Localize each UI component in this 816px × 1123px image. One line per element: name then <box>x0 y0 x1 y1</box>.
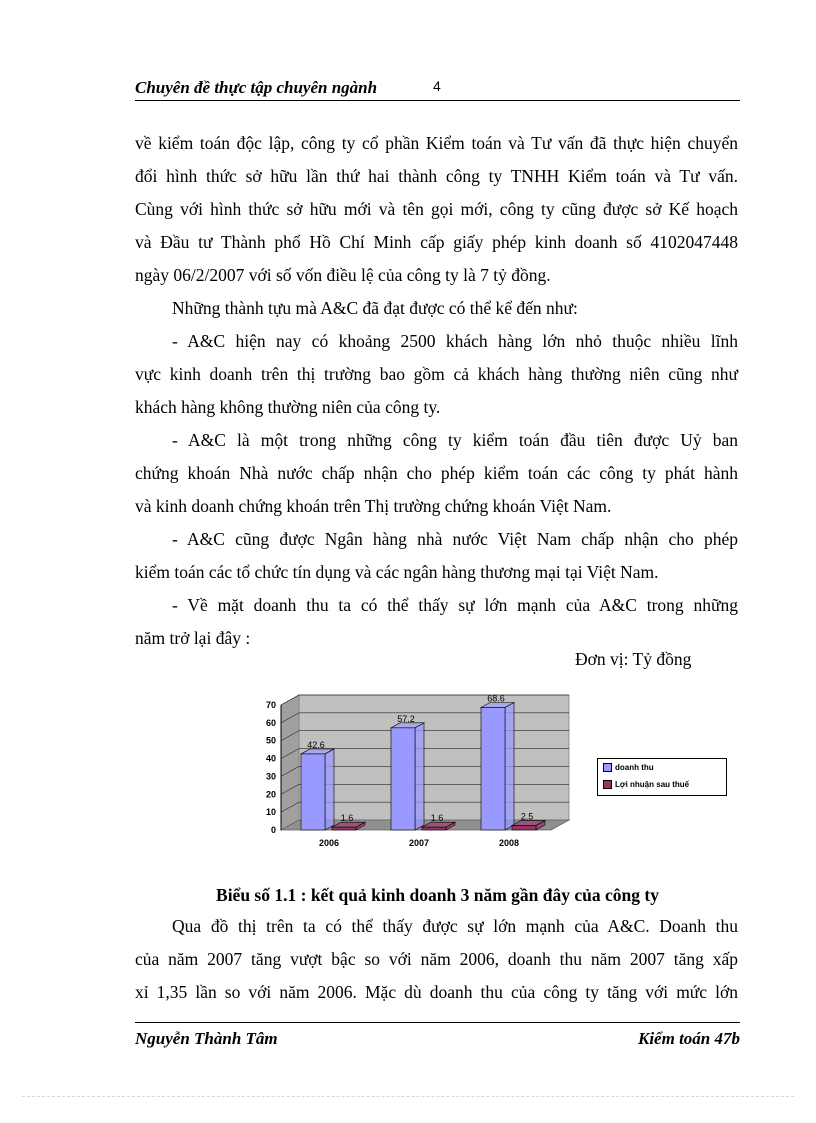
revenue-side <box>505 703 514 831</box>
revenue-bar <box>481 708 505 831</box>
text-line: khách hàng không thường niên của công ty. <box>135 397 441 417</box>
profit-data-label: 1.6 <box>430 813 444 824</box>
profit-bar <box>422 827 446 830</box>
revenue-bar <box>301 754 325 830</box>
y-tick-label: 20 <box>265 789 276 800</box>
revenue-bar <box>391 728 415 830</box>
x-tick-label: 2008 <box>498 838 520 848</box>
profit-data-label: 1.6 <box>340 813 354 824</box>
text-line: - Về mặt doanh thu ta có thể thấy sự lớn mạnh của A&C trong những <box>172 595 738 615</box>
revenue-side <box>415 723 424 830</box>
legend-label: doanh thu <box>615 763 654 772</box>
footer-author: Nguyễn Thành Tâm <box>135 1029 278 1048</box>
text-line: kiểm toán các tổ chức tín dụng và các ngân hàng thương mại tại Việt Nam. <box>135 562 659 582</box>
y-tick-label: 30 <box>265 771 276 782</box>
chart-caption: Biểu số 1.1 : kết quả kinh doanh 3 năm gần đây của công ty <box>216 885 659 905</box>
revenue-side <box>325 749 334 830</box>
text-line: vực kinh doanh trên thị trường bao gồm cả khách hàng thường niên cũng như <box>135 364 738 384</box>
legend-entry <box>603 780 689 790</box>
legend-swatch-revenue <box>603 763 612 772</box>
text-line: Những thành tựu mà A&C đã đạt được có thể kể đến như: <box>172 298 578 318</box>
text-line: năm trở lại đây : <box>135 628 251 648</box>
footer-class: Kiểm toán 47b <box>637 1029 740 1048</box>
chart-side-wall <box>281 695 299 830</box>
unit-label: Đơn vị: Tỷ đồng <box>575 649 692 669</box>
text-line: chứng khoán Nhà nước chấp nhận cho phép kiểm toán các công ty phát hành <box>135 463 738 483</box>
revenue-data-label: 42.6 <box>307 739 325 750</box>
text-line: - A&C cũng được Ngân hàng nhà nước Việt Nam chấp nhận cho phép <box>172 529 738 549</box>
page-footer <box>135 1022 740 1053</box>
text-line: ngày 06/2/2007 với số vốn điều lệ của công ty là 7 tỷ đồng. <box>135 265 551 285</box>
header-title: Chuyên đề thực tập chuyên ngành <box>135 78 378 97</box>
legend-label: Lợi nhuận sau thuế <box>615 780 690 789</box>
text-line: đổi hình thức sở hữu lần thứ hai thành công ty TNHH Kiểm toán và Tư vấn. <box>135 166 738 186</box>
x-tick-label: 2007 <box>408 838 430 848</box>
y-tick-label: 0 <box>270 825 276 835</box>
text-line: về kiểm toán độc lập, công ty cổ phần Kiểm toán và Tư vấn đã thực hiện chuyển <box>135 133 738 153</box>
text-line: Cùng với hình thức sở hữu mới và tên gọi mới, công ty cũng được sở Kế hoạch <box>135 199 738 219</box>
page-bottom-divider <box>22 1096 794 1097</box>
x-tick-label: 2006 <box>318 838 340 848</box>
chart-back-wall <box>299 695 569 820</box>
text-line: - A&C hiện nay có khoảng 2500 khách hàng lớn nhỏ thuộc nhiều lĩnh <box>172 331 738 351</box>
legend-swatch-profit <box>603 780 612 789</box>
text-line: của năm 2007 tăng vượt bậc so với năm 2006, doanh thu năm 2007 tăng xấp <box>135 949 738 969</box>
page-header <box>135 76 740 101</box>
chart-legend <box>597 758 727 796</box>
text-line: và kinh doanh chứng khoán trên Thị trường chứng khoán Việt Nam. <box>135 496 612 516</box>
y-tick-label: 50 <box>265 735 276 746</box>
y-tick-label: 60 <box>265 717 276 728</box>
profit-bar <box>512 826 536 830</box>
revenue-bar-chart <box>256 690 586 860</box>
y-tick-label: 40 <box>265 753 276 764</box>
page-number: 4 <box>433 78 441 94</box>
y-tick-label: 10 <box>265 807 276 818</box>
revenue-data-label: 57.2 <box>397 713 415 724</box>
text-line: - A&C là một trong những công ty kiểm toán đầu tiên được Uỷ ban <box>172 430 738 450</box>
text-line: xỉ 1,35 lần so với năm 2006. Mặc dù doanh thu của công ty tăng với mức lớn <box>135 982 738 1002</box>
y-tick-label: 70 <box>265 700 276 710</box>
profit-bar <box>332 827 356 830</box>
text-line: Qua đồ thị trên ta có thể thấy được sự lớn mạnh của A&C. Doanh thu <box>172 916 738 936</box>
text-line: và Đầu tư Thành phố Hồ Chí Minh cấp giấy phép kinh doanh số 4102047448 <box>135 232 738 252</box>
legend-entry <box>603 763 654 773</box>
profit-data-label: 2.5 <box>520 811 534 822</box>
revenue-data-label: 68.6 <box>487 693 505 704</box>
